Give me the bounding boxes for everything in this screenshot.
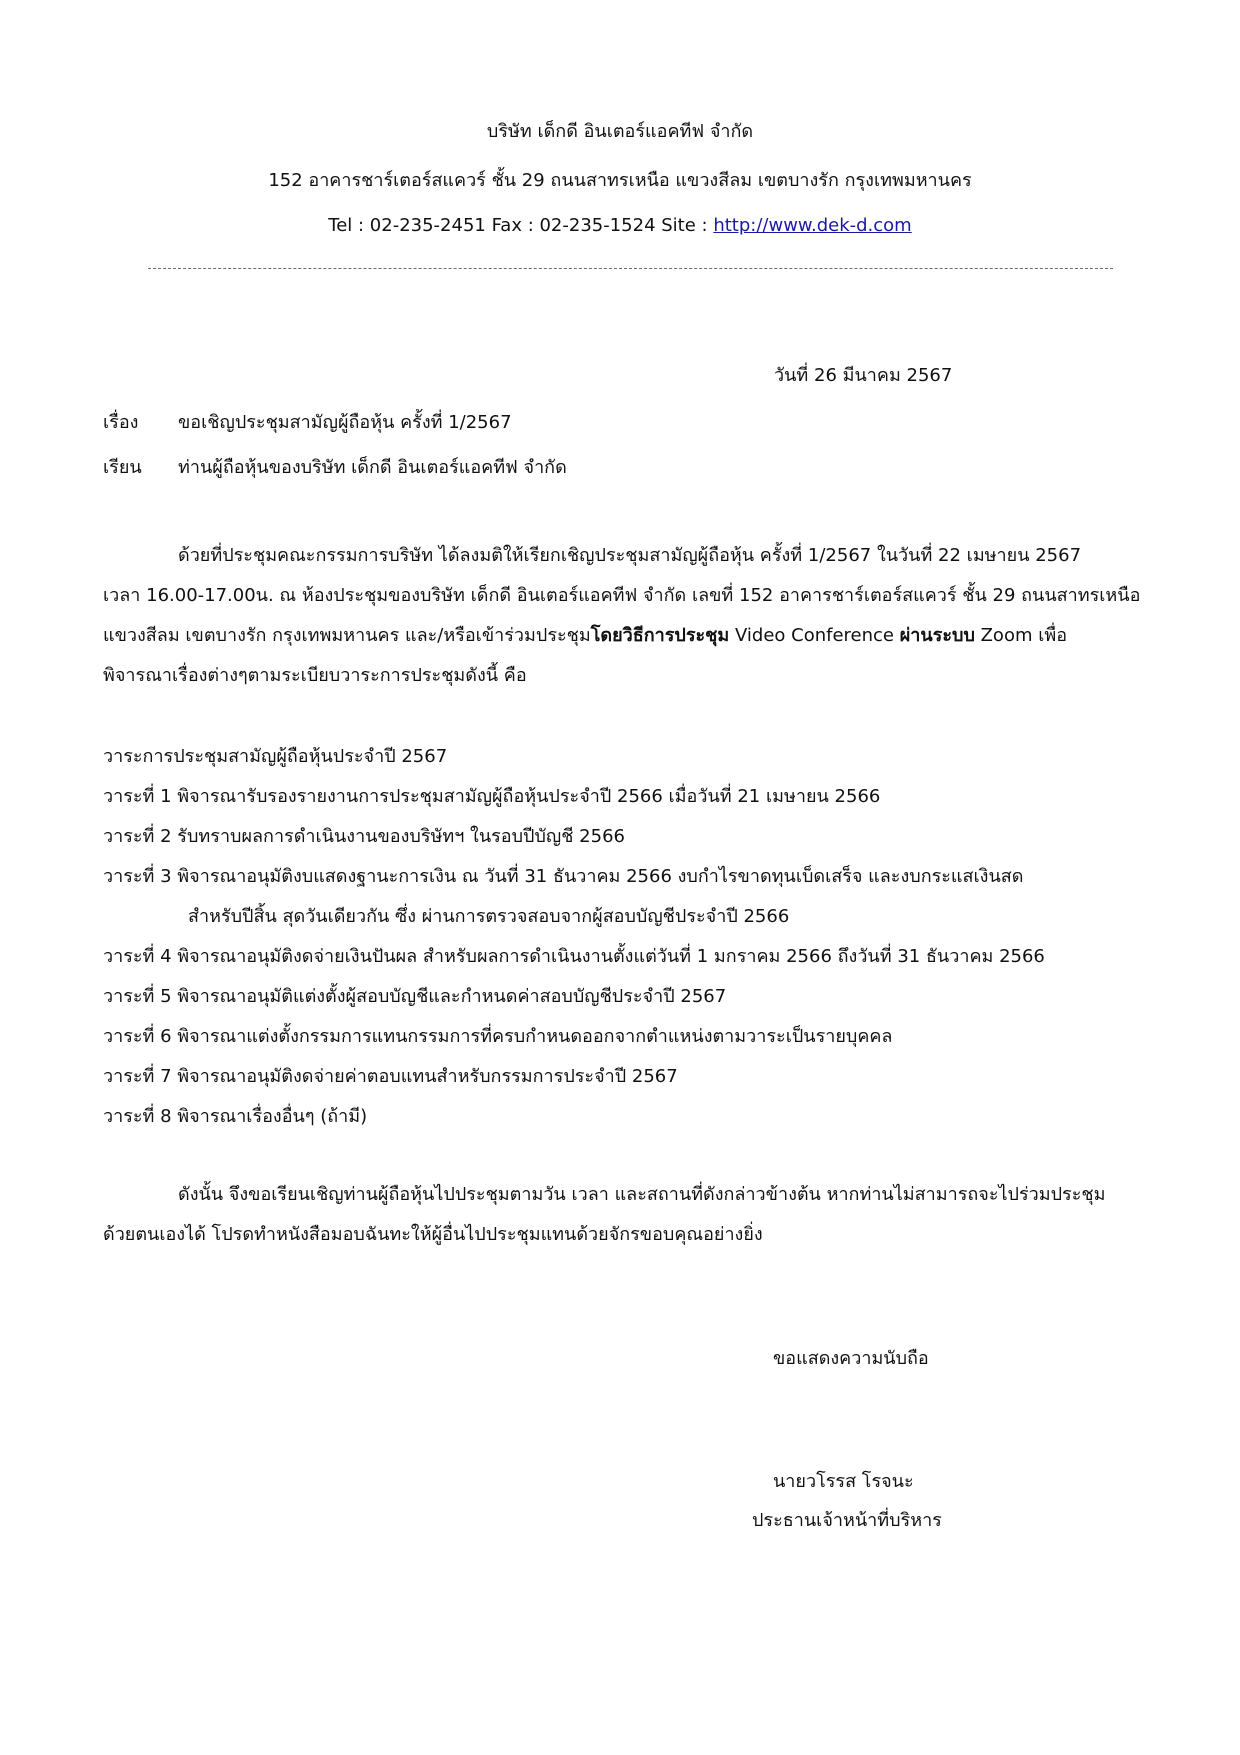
signature-name: นายวโรรส โรจนะ [773,1471,914,1492]
agenda-item-6: วาระที่ 6 พิจารณาแต่งตั้งกรรมการแทนกรรมการที่ครบกำหนดออกจากตำแหน่งตามวาระเป็นรายบุคคล [103,1026,893,1047]
signature-position: ประธานเจ้าหน้าที่บริหาร [752,1510,942,1531]
agenda-list [103,737,1045,1137]
intro-line-4: พิจารณาเรื่องต่างๆตามระเบียบวาระการประชุมดังนี้ คือ [103,665,527,686]
contact-phone-fax: Tel : 02-235-2451 Fax : 02-235-1524 Site : [328,215,714,236]
agenda-item-3-continued: สำหรับปีสิ้น สุดวันเดียวกัน ซึ่ง ผ่านการตรวจสอบจากผู้สอบบัญชีประจำปี 2566 [188,906,790,927]
signature-regards: ขอแสดงความนับถือ [773,1348,929,1369]
company-address: 152 อาคารชาร์เตอร์สแควร์ ชั้น 29 ถนนสาทรเหนือ แขวงสีลม เขตบางรัก กรุงเทพมหานคร [268,170,972,191]
company-contact [0,215,1240,236]
agenda-item-2: วาระที่ 2 รับทราบผลการดำเนินงานของบริษัทฯ ในรอบปีบัญชี 2566 [103,826,625,847]
recipient-label: เรียน [103,457,142,478]
agenda-item-4: วาระที่ 4 พิจารณาอนุมัติงดจ่ายเงินปันผล สำหรับผลการดำเนินงานตั้งแต่วันที่ 1 มกราคม 2566 ถึงวันที่ 31 ธันวาคม 2566 [103,946,1045,967]
subject-label: เรื่อง [103,412,139,433]
subject-value: ขอเชิญประชุมสามัญผู้ถือหุ้น ครั้งที่ 1/2567 [178,412,512,433]
intro-via-bold: ผ่านระบบ [899,625,975,646]
header-separator [148,268,1113,271]
intro-line-2: เวลา 16.00-17.00น. ณ ห้องประชุมของบริษัท เด็กดี อินเตอร์แอคทีฟ จำกัด เลขที่ 152 อาคารชาร์เตอร์สแควร์ ชั้น 29 ถนนสาทรเหนือ [103,585,1141,606]
agenda-title: วาระการประชุมสามัญผู้ถือหุ้นประจำปี 2567 [103,746,448,767]
closing-line-1: ดังนั้น จึงขอเรียนเชิญท่านผู้ถือหุ้นไปประชุมตามวัน เวลา และสถานที่ดังกล่าวข้างต้น หากท่านไม่สามารถจะไปร่วมประชุม [178,1184,1106,1205]
closing-line-2: ด้วยตนเองได้ โปรดทำหนังสือมอบฉันทะให้ผู้อื่นไปประชุมแทนด้วยจักรขอบคุณอย่างยิ่ง [103,1224,763,1245]
recipient-value: ท่านผู้ถือหุ้นของบริษัท เด็กดี อินเตอร์แอคทีฟ จำกัด [178,457,567,478]
agenda-item-3: วาระที่ 3 พิจารณาอนุมัติงบแสดงฐานะการเงิน ณ วันที่ 31 ธันวาคม 2566 งบกำไรขาดทุนเบ็ดเสร็จ และงบกระแสเงินสด [103,866,1024,887]
company-name: บริษัท เด็กดี อินเตอร์แอคทีฟ จำกัด [486,121,754,142]
agenda-item-5: วาระที่ 5 พิจารณาอนุมัติแต่งตั้งผู้สอบบัญชีและกำหนดค่าสอบบัญชีประจำปี 2567 [103,986,727,1007]
intro-line-3-text-a: แขวงสีลม เขตบางรัก กรุงเทพมหานคร และ/หรือเข้าร่วมประชุม [103,625,591,646]
intro-line-1: ด้วยที่ประชุมคณะกรรมการบริษัท ได้ลงมติให้เรียกเชิญประชุมสามัญผู้ถือหุ้น ครั้งที่ 1/2567 ในวันที่ 22 เมษายน 2567 [178,545,1082,566]
site-link[interactable]: http://www.dek-d.com [713,215,912,236]
agenda-item-1: วาระที่ 1 พิจารณารับรองรายงานการประชุมสามัญผู้ถือหุ้นประจำปี 2566 เมื่อวันที่ 21 เมษายน 2566 [103,786,881,807]
intro-line-3 [103,616,1067,655]
intro-method-bold: โดยวิธีการประชุม [590,625,730,646]
intro-zoom: Zoom เพื่อ [974,625,1068,646]
letter-date: วันที่ 26 มีนาคม 2567 [774,365,953,386]
agenda-item-7: วาระที่ 7 พิจารณาอนุมัติงดจ่ายค่าตอบแทนสำหรับกรรมการประจำปี 2567 [103,1066,678,1087]
intro-video-conference: Video Conference [729,625,900,646]
agenda-item-8: วาระที่ 8 พิจารณาเรื่องอื่นๆ (ถ้ามี) [103,1106,368,1127]
